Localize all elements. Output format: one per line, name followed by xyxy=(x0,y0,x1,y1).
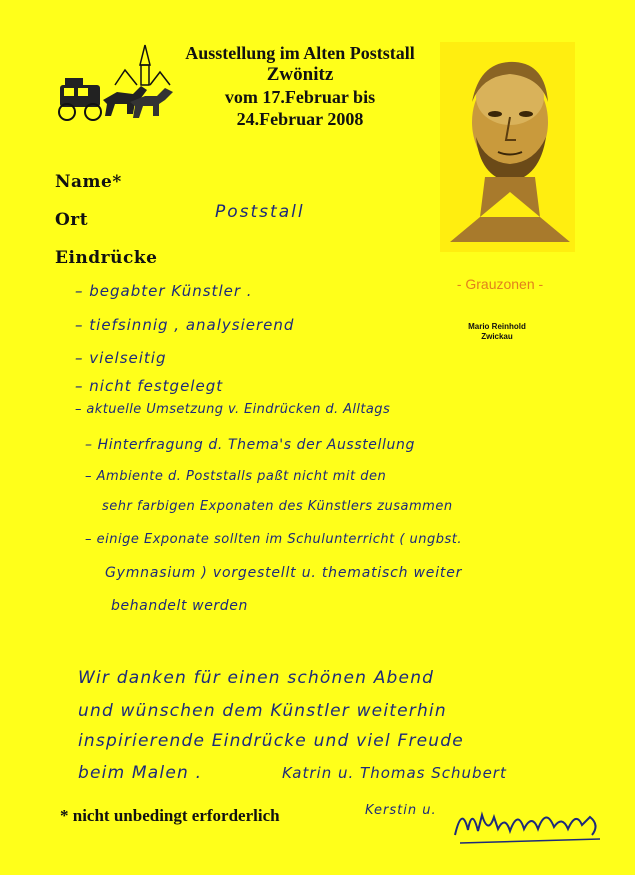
impression-item: – begabter Künstler . xyxy=(75,282,253,300)
handwritten-signature xyxy=(450,795,610,850)
poster-title: - Grauzonen - xyxy=(456,276,544,292)
ort-value: Poststall xyxy=(215,202,305,222)
thanks-line: und wünschen dem Künstler weiterhin xyxy=(78,701,447,721)
exhibition-title: Ausstellung im Alten Poststall xyxy=(185,43,415,63)
thanks-line: beim Malen . xyxy=(78,763,203,783)
thanks-line: Wir danken für einen schönen Abend xyxy=(78,668,435,688)
artist-portrait xyxy=(440,42,575,252)
poster-city: Zwickau xyxy=(481,332,513,341)
poster-artist: Mario Reinhold xyxy=(468,322,526,331)
eindruecke-label: Eindrücke xyxy=(55,248,158,268)
signature-prefix: Kerstin u. xyxy=(365,803,437,818)
impression-item: Gymnasium ) vorgestellt u. thematisch weiter xyxy=(105,565,463,581)
impression-item: – Ambiente d. Poststalls paßt nicht mit den xyxy=(85,469,387,484)
impression-item: – tiefsinnig , analysierend xyxy=(75,316,295,334)
postal-coach-logo xyxy=(55,40,180,130)
impression-item: – aktuelle Umsetzung v. Eindrücken d. Alltags xyxy=(75,402,391,417)
impression-item: – nicht festgelegt xyxy=(75,377,224,395)
name-label: Name* xyxy=(55,172,122,192)
exhibition-date-start: vom 17.Februar bis xyxy=(224,87,376,107)
impression-item: – einige Exponate sollten im Schulunterricht ( ungbst. xyxy=(85,532,463,547)
ort-label: Ort xyxy=(55,210,89,230)
footnote: * nicht unbedingt erforderlich xyxy=(60,806,280,825)
exhibition-date-end: 24.Februar 2008 xyxy=(236,109,364,129)
poster-credit xyxy=(452,322,542,342)
impression-item: – vielseitig xyxy=(75,349,167,367)
exhibition-header xyxy=(185,42,415,130)
impression-item: sehr farbigen Exponaten des Künstlers zusammen xyxy=(102,499,453,514)
thanks-line: inspirierende Eindrücke und viel Freude xyxy=(78,731,464,751)
exhibition-town: Zwönitz xyxy=(266,64,334,85)
impression-item: – Hinterfragung d. Thema's der Ausstellung xyxy=(85,437,415,453)
impression-item: behandelt werden xyxy=(111,598,248,614)
signature-names: Katrin u. Thomas Schubert xyxy=(282,764,507,782)
